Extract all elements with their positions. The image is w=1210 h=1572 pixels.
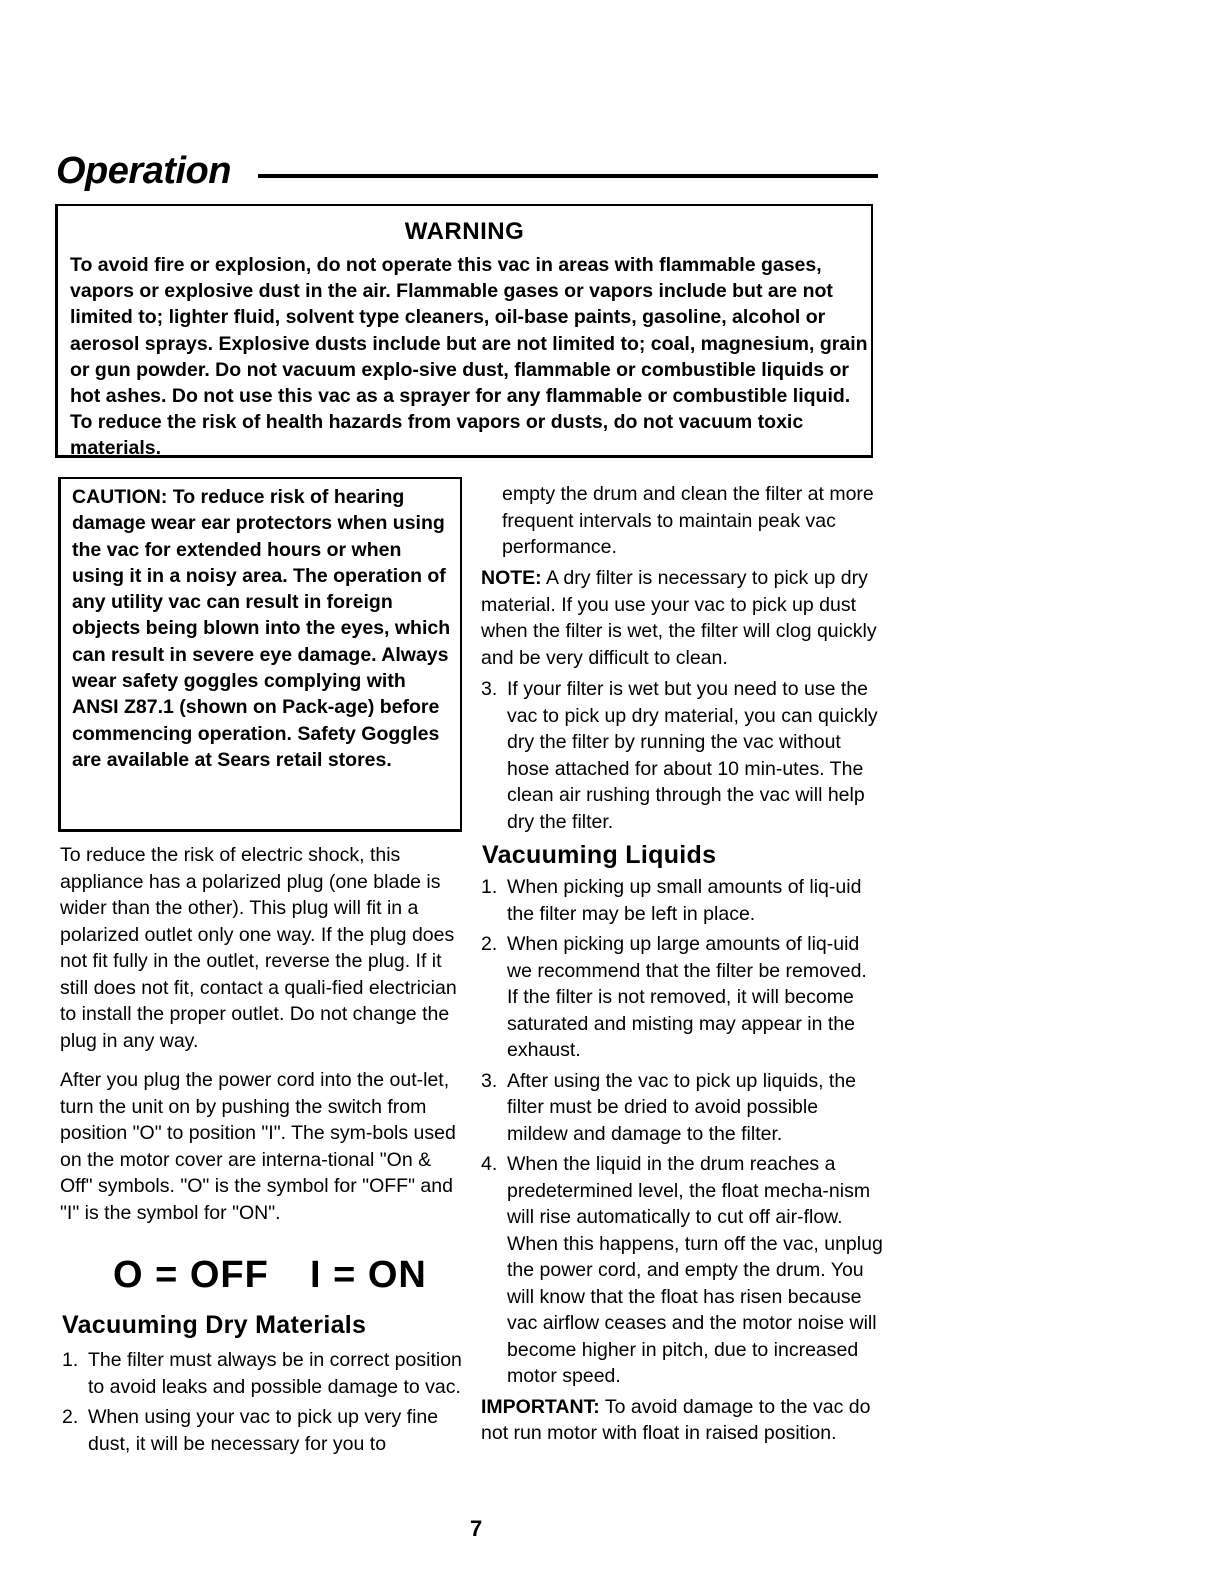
note-text: A dry filter is necessary to pick up dry material. If you use your vac to pick up dust when the filter is wet, the filter will clog quickly and be very difficult to clean. [481,567,877,669]
shock-paragraph: To reduce the risk of electric shock, this appliance has a polarized plug (one blade is wider than the other). This plug will fit in a polarized outlet only one way. If the plug does not fit fully in the outlet, reverse the plug. If it still does not fit, contact a quali-fied electrician to install the proper outlet. Do not change the plug in any way. [60,844,457,1052]
off-symbol: O = OFF [113,1254,269,1296]
list-number: 3. [481,678,498,700]
dry-materials-heading: Vacuuming Dry Materials [62,1311,367,1339]
list-text: After using the vac to pick up liquids, the filter must be dried to avoid possible mildew and damage to the filter. [507,1069,857,1145]
list-item [62,1404,462,1457]
important-paragraph [481,1394,883,1447]
list-number: 1. [481,876,498,898]
list-text: When the liquid in the drum reaches a predetermined level, the float mecha-nism will rise automatically to cut off air-flow. When this happens, turn off the vac, unplug the power cord, and empty the drum. You will know that the float has risen because vac airflow ceases and the motor noise will become higher in pitch, due to increased motor speed. [507,1153,883,1387]
liquids-list [481,874,883,1447]
list-item [481,931,883,1064]
list-item [481,874,883,927]
list-text: When picking up small amounts of liq-uid the filter may be left in place. [507,876,862,925]
list-text: When picking up large amounts of liq-uid we recommend that the filter be removed. If the filter is not removed, it will become saturated and misting may appear in the exhaust. [507,933,867,1061]
dry-materials-list [62,1347,462,1457]
list-text: If your filter is wet but you need to use the vac to pick up dry material, you can quickly dry the filter by running the vac without hose attached for about 10 min-utes. The clean air rushing through the vac will help dry the filter. [507,678,878,833]
page-number: 7 [470,1516,483,1541]
on-symbol: I = ON [310,1254,427,1296]
list-item [481,1068,883,1148]
list-item [62,1347,462,1400]
list-text: The filter must always be in correct position to avoid leaks and possible damage to vac. [88,1349,462,1398]
switch-paragraph: After you plug the power cord into the out-let, turn the unit on by pushing the switch from position "O" to position "I". The sym-bols used on the motor cover are interna-tional "On & Off" symbols. "O" is the symbol for "OFF" and "I" is the symbol for "ON". [60,1069,456,1224]
list-item [481,676,883,835]
warning-box [55,204,873,458]
list-number: 2. [62,1406,79,1428]
caution-text: CAUTION: To reduce risk of hearing damage wear ear protectors when using the vac for extended hours or when using it in a noisy area. The operation of any utility vac can result in foreign objects being blown into the eyes, which can result in severe eye damage. Always wear safety goggles complying with ANSI Z87.1 (shown on Pack-age) before commencing operation. Safety Goggles are available at Sears retail stores. [72,486,451,771]
warning-heading: WARNING [404,218,525,245]
list-number: 4. [481,1153,498,1175]
caution-box [58,477,462,832]
dry-item3 [481,676,883,835]
list-number: 1. [62,1349,79,1371]
list-item [481,1151,883,1390]
liquids-heading: Vacuuming Liquids [482,841,717,869]
list-number: 2. [481,933,498,955]
warning-text: To avoid fire or explosion, do not operate this vac in areas with flammable gases, vapors or explosive dust in the air. Flammable gases or vapors include but are not limited to; lighter fluid, solvent type cleaners, oil-base paints, gasoline, alcohol or aerosol sprays. Explosive dusts include but are not limited to; coal, magnesium, grain or gun powder. Do not vacuum explo-sive dust, flammable or combustible liquids or hot ashes. Do not use this vac as a sprayer for any flammable or combustible liquid. To reduce the risk of health hazards from vapors or dusts, do not vacuum toxic materials. [70,254,868,460]
dry-item2-continued: empty the drum and clean the filter at more frequent intervals to maintain peak vac performance. [502,483,874,558]
list-number: 3. [481,1069,498,1092]
list-text: When using your vac to pick up very fine dust, it will be necessary for you to [88,1406,439,1455]
note-paragraph [481,565,881,671]
important-label: IMPORTANT: [481,1395,600,1418]
page-title: Operation [56,150,231,192]
note-label: NOTE: [481,567,542,589]
important-text: To avoid damage to the vac do not run motor with float in raised position. [481,1395,871,1444]
title-rule [258,174,878,178]
